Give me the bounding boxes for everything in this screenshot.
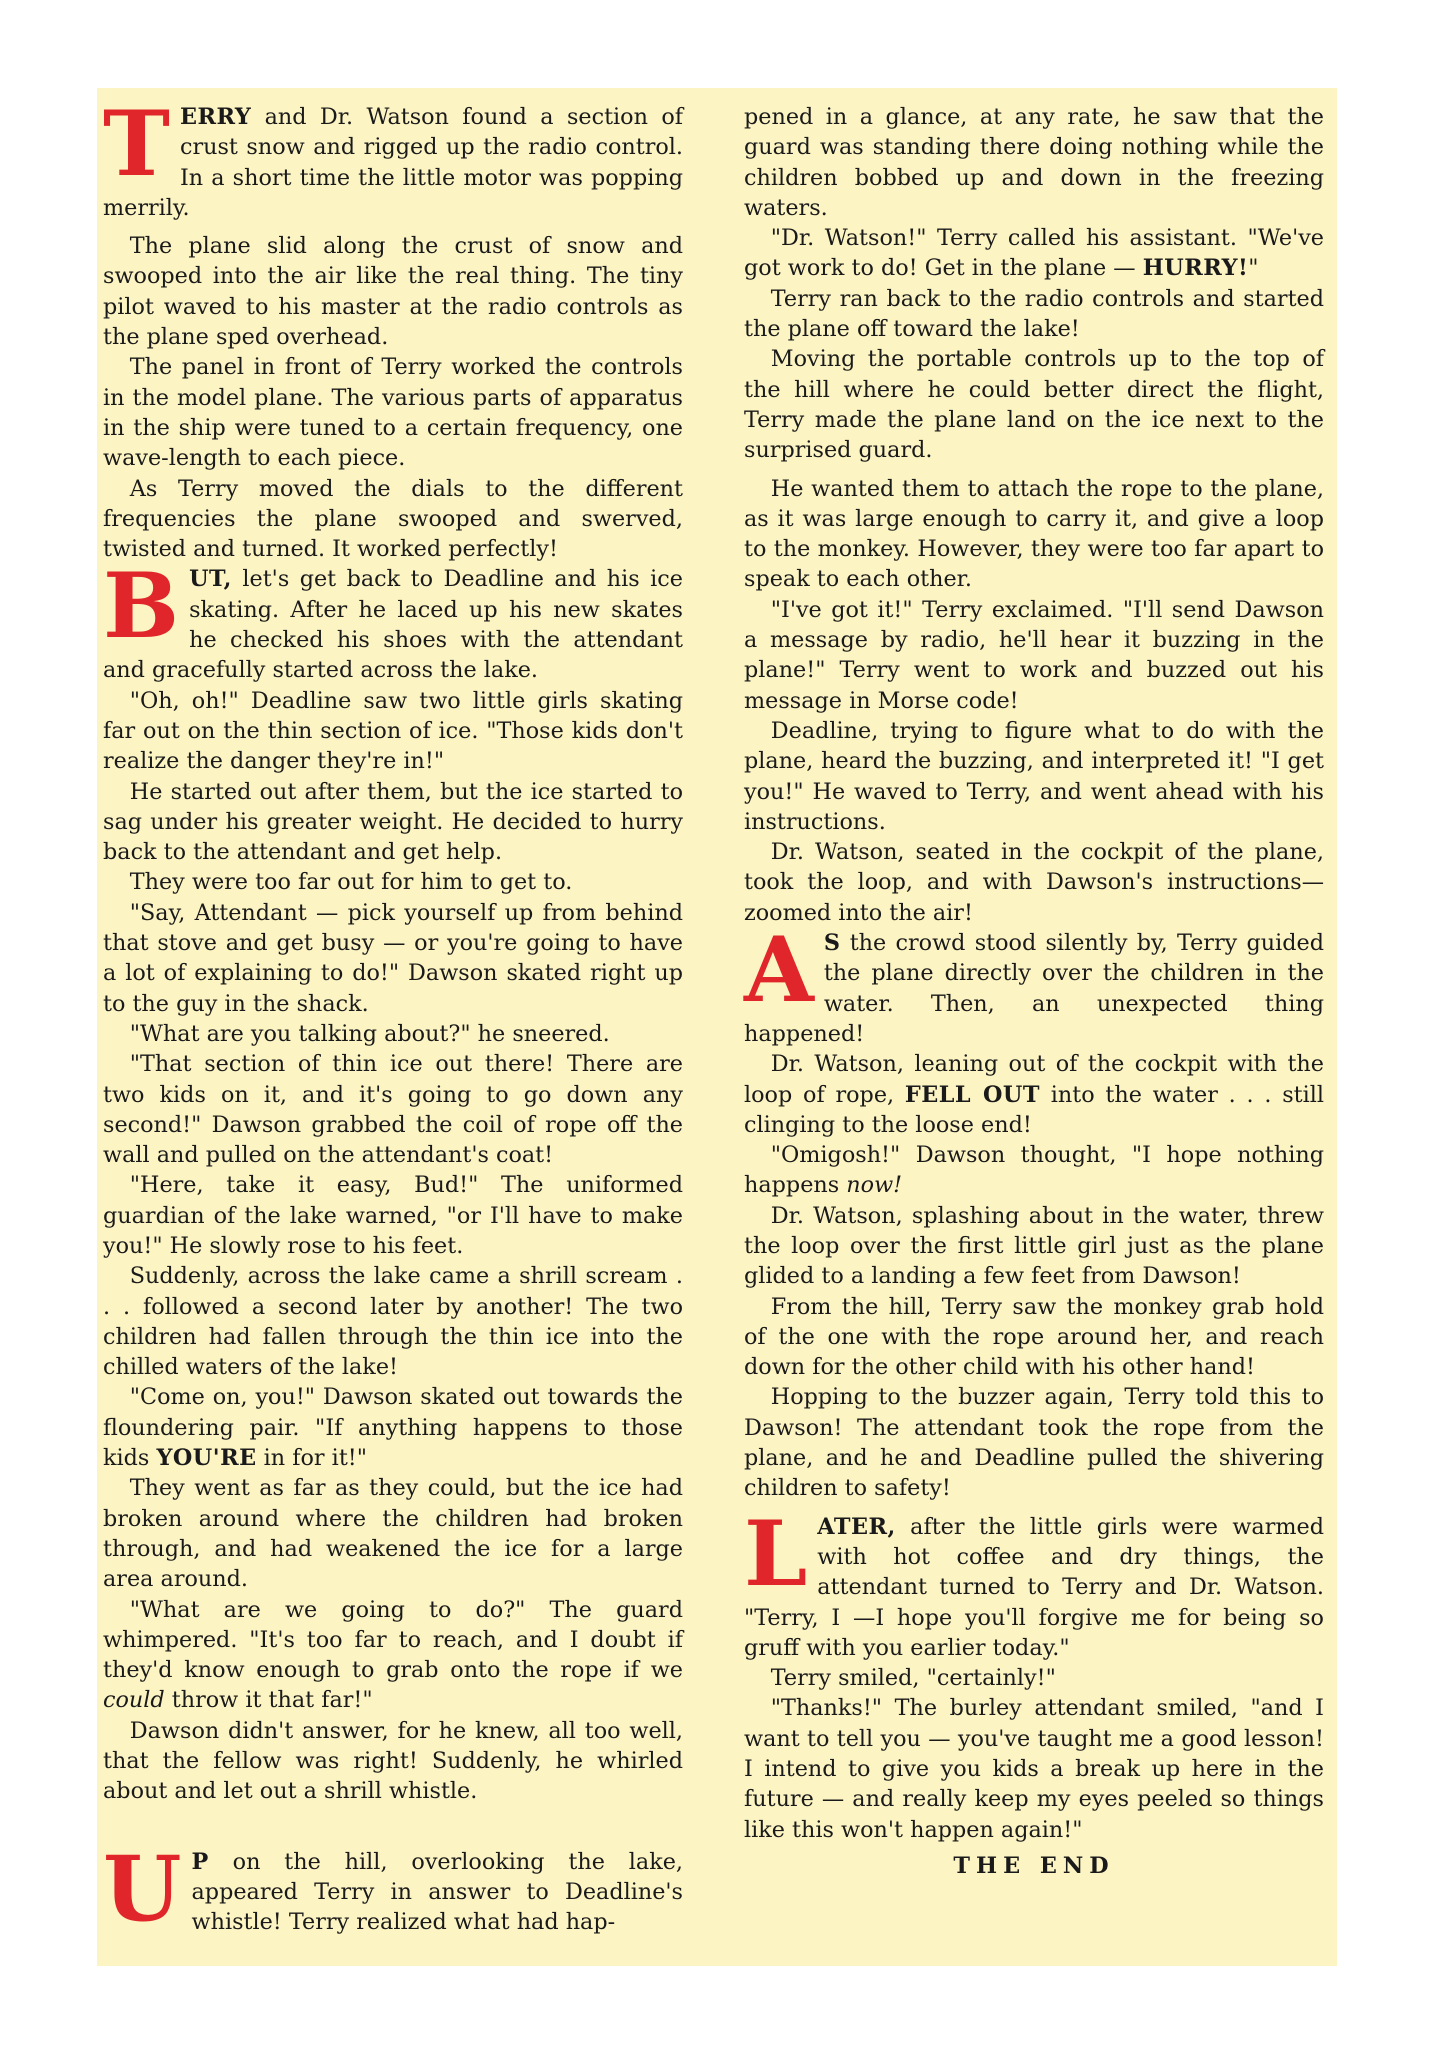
paragraph: U P on the hill, overlooking the lake, appeared Terry in answer to Deadline's whistle! Terry realized what had hap- [103,1835,683,1942]
paragraph: They went as far as they could, but the ice had broken around where the children had broken through, and had weakened the ice for a large area around. [103,1475,683,1593]
paragraph: "Dr. Watson!" Terry called his assistant. "We've got work to do! Get in the plane — HURRY!" [744,225,1324,282]
paragraph: TERRY and Dr. Watson found a section of crust snow and rigged up the radio control. In a short time the little motor was popping merrily. [103,91,683,221]
the-end-label: THE END [953,1852,1115,1879]
paragraph: He started out after them, but the ice started to sag under his greater weight. He decided to hurry back to the attendant and get help. [103,778,683,866]
paragraph: LATER, after the little girls were warmed with hot coffee and dry things, the attendant turned to Terry and Dr. Watson. "Terry, I —I hope you'll forgive me for being so gruff with you earlier today." [744,1500,1324,1661]
paragraph: "Oh, oh!" Deadline saw two little girls skating far out on the thin section of ice. "Those kids don't realize the danger they're in!" [103,687,683,775]
paragraph: Terry ran back to the radio controls and started the plane off toward the lake! [744,285,1324,343]
paragraph: Dr. Watson, leaning out of the cockpit with the loop of rope, FELL OUT into the water . . . still clinging to the loose end! [744,1051,1324,1138]
paragraph: "I've got it!" Terry exclaimed. "I'll send Dawson a message by radio, he'll hear it buzzing in the plane!" Terry went to work and buzzed out his message in Morse code! [744,596,1324,714]
paragraph: Hopping to the buzzer again, Terry told this to Dawson! The attendant took the rope from the plane, and he and Deadline pulled the shivering children to safety! [744,1384,1324,1502]
paragraph: "Omigosh!" Dawson thought, "I hope nothing happens now! [744,1142,1324,1199]
paragraph: Moving the portable controls up to the top of the hill where he could better direct the flight, Terry made the plane land on the ice next to the surprised guard. [744,346,1324,464]
drop-cap: L [744,1500,808,1607]
paragraph: "Come on, you!" Dawson skated out towards the floundering pair. "If anything happens to those kids YOU'RE in for it!" [103,1384,683,1472]
paragraph: "What are you talking about?" he sneered. [129,1020,610,1047]
paragraph: The plane slid along the crust of snow and swooped into the air like the real thing. The tiny pilot waved to his master at the radio controls as the plane sped overhead. [103,233,683,351]
paragraph: "That section of thin ice out there! There are two kids on it, and it's going to go down any second!" Dawson grabbed the coil of rope off the wall and pulled on the attendant's coat! [103,1051,683,1169]
drop-cap: A [744,917,814,1024]
paragraph: "Say, Attendant — pick yourself up from behind that stove and get busy — or you're going to have a lot of explaining to do!" Dawson skated right up to the guy in the shack. [103,899,683,1017]
paragraph: "Thanks!" The burley attendant smiled, "and I want to tell you — you've taught me a good lesson! I intend to give you kids a break up here in the future — and really keep my eyes peeled so things like this won't happen again!" [744,1695,1324,1843]
drop-cap: U [103,1835,182,1942]
paragraph: He wanted them to attach the rope to the plane, as it was large enough to carry it, and give a loop to the monkey. However, they were too far apart to speak to each other. [744,475,1324,593]
paragraph: They were too far out for him to get to. [129,869,573,896]
paragraph: Deadline, trying to figure what to do with the plane, heard the buzzing, and interpreted it! "I get you!" He waved to Terry, and went ahead with his instructions. [744,717,1324,835]
paragraph: BUT, let's get back to Deadline and his ice skating. After he laced up his new skates he checked his shoes with the attendant and gracefully started across the lake. [103,553,683,684]
paragraph: Dawson didn't answer, for he knew, all too well, that the fellow was right! Suddenly, he whirled about and let out a shrill whistle. [103,1717,683,1805]
paragraph: Dr. Watson, seated in the cockpit of the plane, took the loop, and with Dawson's instructions— zoomed into the air! [744,839,1324,926]
paragraph: A S the crowd stood silently by, Terry guided the plane directly over the children in the water. Then, an unexpected thing happened! [744,917,1324,1047]
drop-cap: T [103,91,170,197]
story-page [97,88,1337,1966]
paragraph: Dr. Watson, splashing about in the water, threw the loop over the first little girl just as the plane glided to a landing a few feet from Dawson! [744,1202,1324,1290]
paragraph: From the hill, Terry saw the monkey grab hold of the one with the rope around her, and reach down for the other child with his other hand! [744,1293,1324,1381]
paragraph: The panel in front of Terry worked the controls in the model plane. The various parts of apparatus in the ship were tuned to a certain frequency, one wave-length to each piece. [103,354,683,472]
paragraph: Suddenly, across the lake came a shrill scream . . . followed a second later by another! The two children had fallen through the thin ice into the chilled waters of the lake! [103,1263,683,1381]
paragraph: "What are we going to do?" The guard whimpered. "It's too far to reach, and I doubt if they'd know enough to grab onto the rope if we could throw it that far!" [103,1596,683,1714]
left-column [103,91,683,1942]
paragraph: As Terry moved the dials to the different frequencies the plane swooped and swerved, twisted and turned. It worked perfectly! [103,475,683,563]
drop-cap: B [103,553,180,660]
paragraph: Terry smiled, "certainly!" [770,1665,1056,1692]
right-column [744,102,1324,1881]
paragraph: pened in a glance, at any rate, he saw that the guard was standing there doing nothing while the children bobbed up and down in the freezing waters. [744,104,1324,221]
paragraph: "Here, take it easy, Bud!" The uniformed guardian of the lake warned, "or I'll have to make you!" He slowly rose to his feet. [103,1172,683,1259]
